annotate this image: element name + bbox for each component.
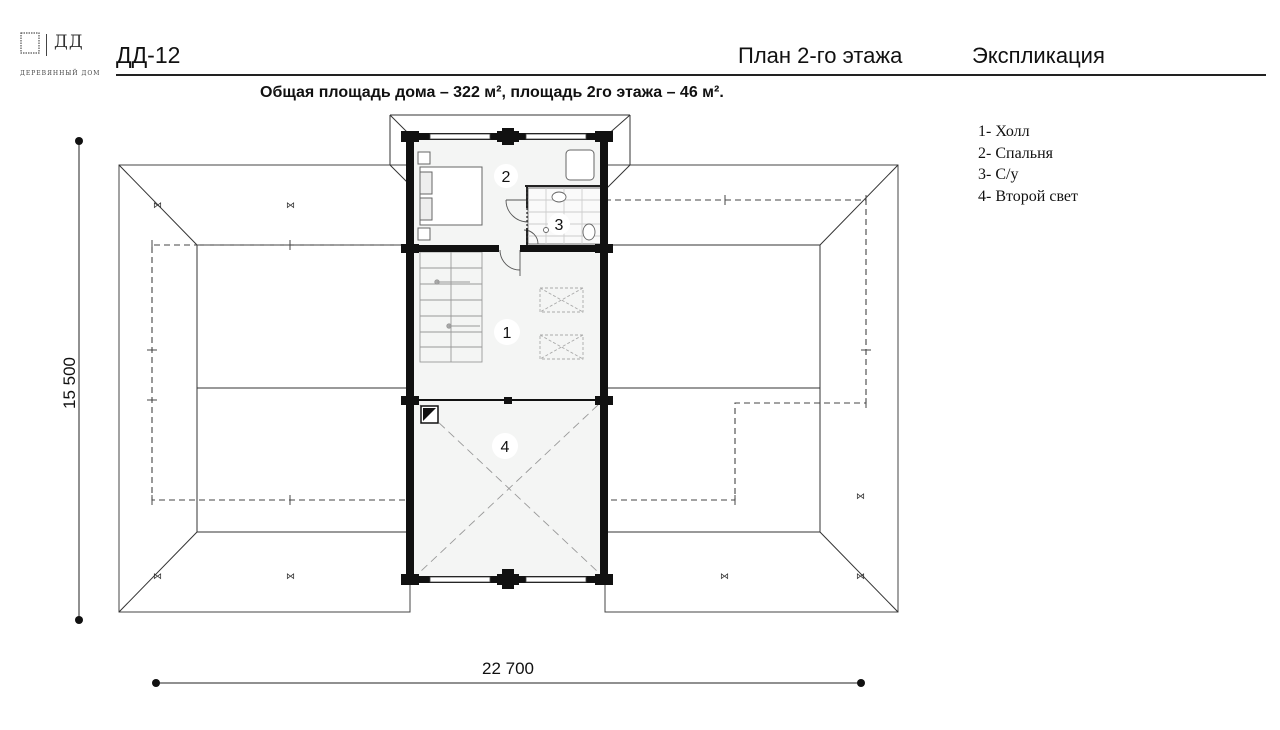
chimney-icon xyxy=(421,406,438,423)
height-dimension-label: 15 500 xyxy=(60,357,79,409)
width-dimension-label: 22 700 xyxy=(482,659,534,678)
svg-text:⋈: ⋈ xyxy=(286,201,295,211)
logo-mark: ДД xyxy=(54,32,84,52)
svg-text:⋈: ⋈ xyxy=(720,572,729,582)
room-number-2: 2 xyxy=(501,169,511,186)
room-number-4: 4 xyxy=(500,439,510,456)
svg-text:⋈: ⋈ xyxy=(286,572,295,582)
explication-title: Экспликация xyxy=(972,43,1105,68)
svg-text:⋈: ⋈ xyxy=(856,492,865,502)
explication-item: 1- Холл xyxy=(978,123,1030,140)
svg-text:⋈: ⋈ xyxy=(856,572,865,582)
logo-subtitle: ДЕРЕВЯННЫЙ ДОМ xyxy=(20,70,101,77)
width-dimension xyxy=(152,659,865,687)
explication-item: 2- Спальня xyxy=(978,144,1054,162)
explication-item: 4- Второй свет xyxy=(978,187,1078,205)
room-number-1: 1 xyxy=(502,325,512,342)
document-code: ДД-12 xyxy=(116,42,181,68)
room-number-3: 3 xyxy=(554,217,564,234)
svg-text:⋈: ⋈ xyxy=(153,201,162,211)
plan-title: План 2-го этажа xyxy=(738,43,903,68)
explication-item: 3- С/у xyxy=(978,166,1019,183)
svg-text:⋈: ⋈ xyxy=(153,572,162,582)
height-dimension xyxy=(60,137,83,624)
area-note: Общая площадь дома – 322 м², площадь 2го этажа – 46 м². xyxy=(260,84,724,101)
